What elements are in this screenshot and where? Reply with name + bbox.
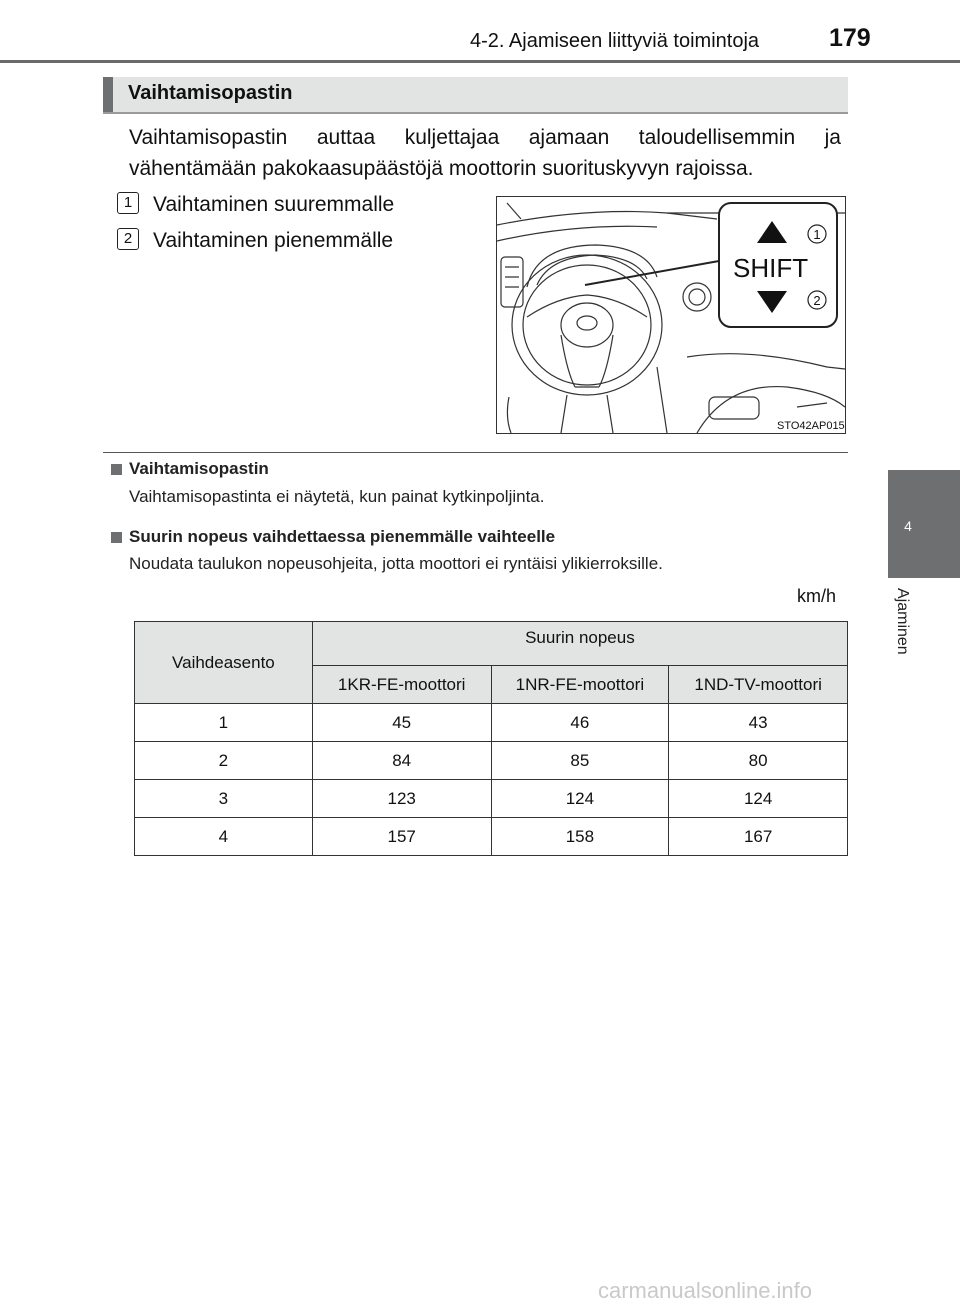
intro-paragraph: Vaihtamisopastin auttaa kuljettajaa ajamaan taloudellisemmin ja vähentämään pakokaasupäästöjä moottorin suorituskyvyn rajoissa. [129, 126, 841, 180]
cell-speed: 85 [491, 742, 669, 780]
cell-gear: 1 [135, 704, 313, 742]
header-engine-1nr: 1NR-FE-moottori [491, 666, 669, 704]
cell-speed: 45 [312, 704, 491, 742]
table-row [135, 818, 848, 856]
cell-speed: 157 [312, 818, 491, 856]
cell-speed: 43 [669, 704, 848, 742]
table-row [135, 780, 848, 818]
note-text-1: Vaihtamisopastinta ei näytetä, kun painat kytkinpoljinta. [129, 487, 545, 506]
callout-number-1: 1 [813, 227, 821, 242]
page-number: 179 [829, 24, 871, 52]
dashboard-drawing [497, 197, 845, 433]
dashboard-illustration [496, 196, 846, 434]
cell-speed: 46 [491, 704, 669, 742]
table-unit: km/h [797, 586, 837, 606]
chapter-label: Ajaminen [894, 588, 911, 655]
item-label-1: Vaihtaminen suuremmalle [153, 193, 395, 216]
cell-speed: 167 [669, 818, 848, 856]
cell-speed: 124 [491, 780, 669, 818]
cell-gear: 4 [135, 818, 313, 856]
item-label-2: Vaihtaminen pienemmälle [153, 229, 394, 252]
note-title-2: Suurin nopeus vaihdettaessa pienemmälle vaihteelle [129, 527, 556, 546]
item-number-2: 2 [117, 228, 139, 250]
cell-speed: 123 [312, 780, 491, 818]
note-title-1: Vaihtamisopastin [129, 459, 269, 478]
header-gear: Vaihdeasento [135, 622, 313, 704]
speed-table [134, 621, 848, 856]
cell-gear: 2 [135, 742, 313, 780]
section-divider [103, 452, 848, 453]
section-title: Vaihtamisopastin [128, 82, 293, 104]
cell-gear: 3 [135, 780, 313, 818]
cell-speed: 80 [669, 742, 848, 780]
header-engine-1kr: 1KR-FE-moottori [312, 666, 491, 704]
header-engine-1nd: 1ND-TV-moottori [669, 666, 848, 704]
table-row [135, 704, 848, 742]
note-text-2: Noudata taulukon nopeusohjeita, jotta moottori ei ryntäisi ylikierroksille. [129, 554, 663, 573]
item-number-1: 1 [117, 192, 139, 214]
figure-code: STO42AP015 [777, 420, 845, 432]
cell-speed: 158 [491, 818, 669, 856]
shift-label: SHIFT [733, 253, 809, 283]
running-header-title: 4-2. Ajamiseen liittyviä toimintoja [470, 30, 760, 52]
note-bullet-1 [111, 464, 122, 475]
note-bullet-2 [111, 532, 122, 543]
cell-speed: 124 [669, 780, 848, 818]
table-row [135, 742, 848, 780]
header-rule [0, 60, 960, 63]
section-header-rule [103, 112, 848, 114]
callout-number-2: 2 [813, 293, 821, 308]
section-header-accent [103, 77, 113, 112]
header-max-speed: Suurin nopeus [312, 622, 847, 666]
chapter-number: 4 [904, 518, 912, 534]
watermark: carmanualsonline.info [598, 1278, 813, 1303]
cell-speed: 84 [312, 742, 491, 780]
